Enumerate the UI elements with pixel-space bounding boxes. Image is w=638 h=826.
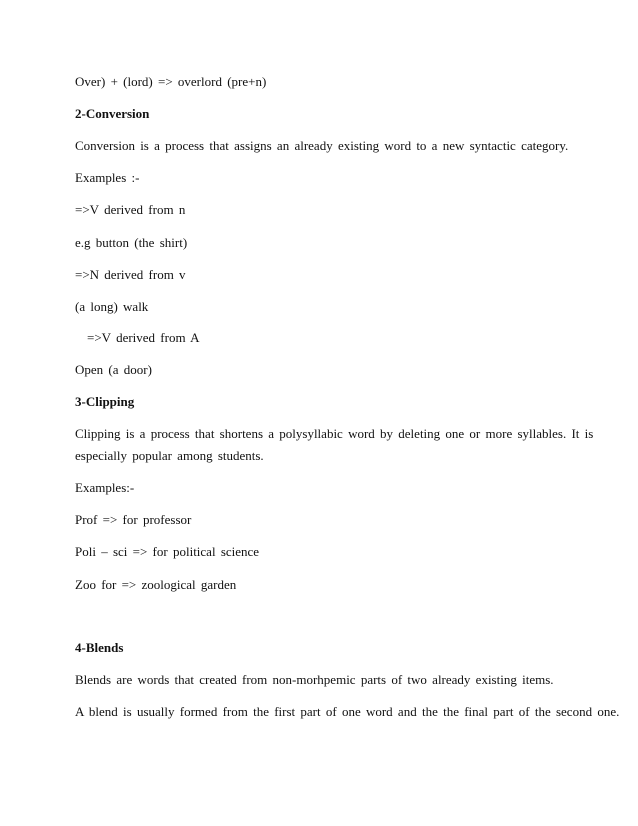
text-line: e.g button (the shirt) [75,235,188,250]
text-line: (a long) walk [75,299,149,314]
text-line: Zoo for => zoological garden [75,577,237,592]
text-line: =>V derived from A [87,330,200,345]
text-line: Poli – sci => for political science [75,544,260,559]
text-line: Blends are words that created from non-morhpemic parts of two already existing items. [75,672,554,687]
section-heading-conversion: 2-Conversion [75,106,150,121]
text-line: =>V derived from n [75,202,186,217]
text-line: especially popular among students. [75,448,264,463]
text-line: =>N derived from v [75,267,186,282]
text-line: Over) + (lord) => overlord (pre+n) [75,74,267,89]
text-line: A blend is usually formed from the first part of one word and the the final part of the second one. [75,704,620,719]
text-line: Examples:- [75,480,135,495]
section-heading-blends: 4-Blends [75,640,124,655]
text-line: Open (a door) [75,362,152,377]
text-line: Prof => for professor [75,512,192,527]
text-line: Conversion is a process that assigns an already existing word to a new syntactic category. [75,138,569,153]
text-line: Examples :- [75,170,140,185]
text-line: Clipping is a process that shortens a polysyllabic word by deleting one or more syllables. It is [75,426,594,441]
section-heading-clipping: 3-Clipping [75,394,135,409]
